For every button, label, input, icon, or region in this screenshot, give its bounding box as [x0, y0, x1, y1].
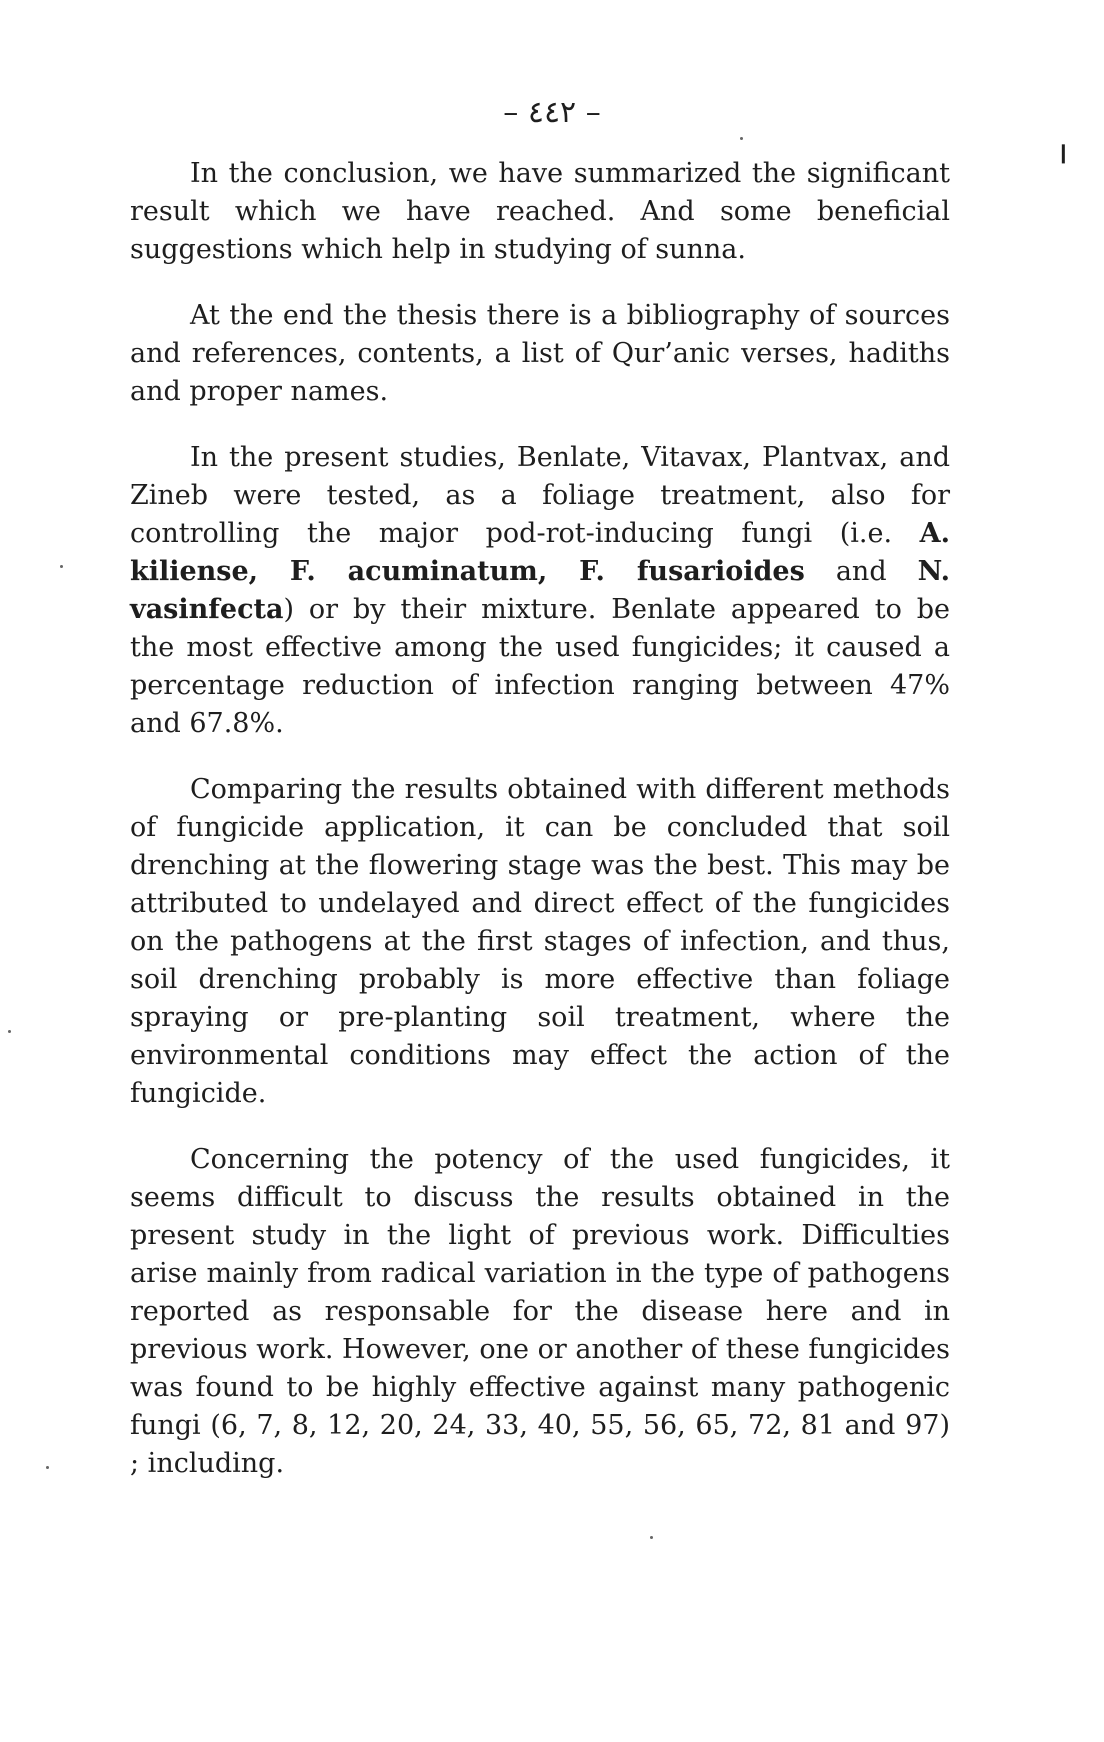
- scan-speck: [740, 137, 743, 140]
- scan-speck: [8, 1030, 11, 1033]
- p3-text-3: ) or by their mixture. Benlate appeared to be the most effective among the used fungicides; it caused a percentage reduction of infection ranging between 47% and 67.8%.: [130, 594, 950, 739]
- paragraph-potency: Concerning the potency of the used fungicides, it seems difficult to discuss the results obtained in the present study in the light of previous work. Difficulties arise mainly from radical variation in the type of pathogens reported as responsable for the disease here and in previous work. However, one or another of these fungicides was found to be highly effective against many pathogenic fungi (6, 7, 8, 12, 20, 24, 33, 40, 55, 56, 65, 72, 81 and 97) ; including.: [130, 1144, 950, 1479]
- scan-speck: [650, 1536, 653, 1539]
- page-number: – ٤٤٢ –: [503, 95, 601, 130]
- fungi-names-bold-2: N. vasinfecta: [130, 556, 951, 625]
- paragraph-bibliography: At the end the thesis there is a bibliography of sources and references, contents, a list of Qur’anic verses, hadiths and proper names.: [130, 300, 950, 407]
- margin-mark: ا: [1060, 140, 1067, 169]
- body-text: [130, 155, 950, 1511]
- p3-text-2: and: [804, 556, 918, 587]
- fungi-names-bold-1: A. kiliense, F. acuminatum, F. fusarioides: [130, 518, 950, 587]
- scan-speck: [46, 1466, 49, 1469]
- paragraph-present-studies: [130, 439, 950, 743]
- p3-text-1: In the present studies, Benlate, Vitavax, Plantvax, and Zineb were tested, as a foliage treatment, also for controlling the major pod-rot-inducing fungi (i.e.: [130, 442, 950, 549]
- scan-speck: [60, 565, 63, 568]
- paragraph-conclusion: In the conclusion, we have summarized the significant result which we have reached. And some beneficial suggestions which help in studying of sunna.: [130, 158, 950, 265]
- paragraph-comparing-methods: Comparing the results obtained with different methods of fungicide application, it can be concluded that soil drenching at the flowering stage was the best. This may be attributed to undelayed and direct effect of the fungicides on the pathogens at the first stages of infection, and thus, soil drenching probably is more effective than foliage spraying or pre-planting soil treatment, where the environmental conditions may effect the action of the fungicide.: [130, 774, 950, 1109]
